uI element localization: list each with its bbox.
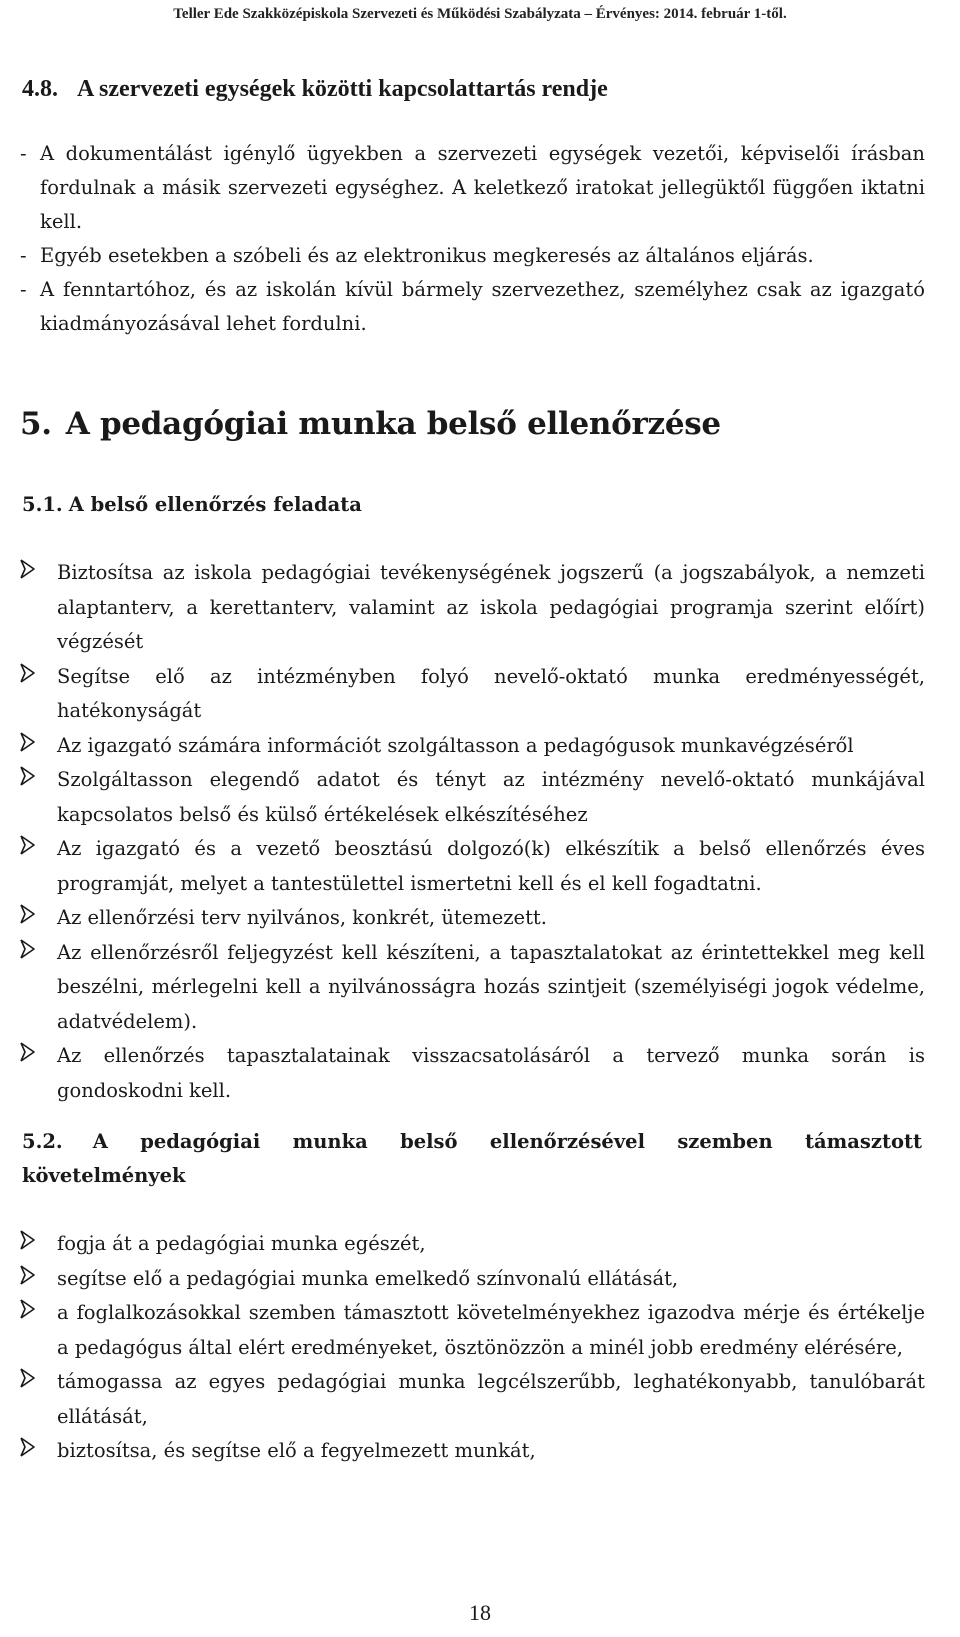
arrow-bullet-icon bbox=[20, 660, 57, 729]
arrow-bullet-icon bbox=[20, 901, 57, 936]
section-title: A pedagógiai munka belső ellenőrzésével szemben támasztott követelmények bbox=[22, 1130, 922, 1187]
chapter-number: 5. bbox=[20, 406, 52, 442]
list-item bbox=[20, 936, 925, 1040]
list-item bbox=[20, 1434, 925, 1469]
arrow-bullet-icon bbox=[20, 1039, 57, 1108]
arrow-bullet-icon bbox=[20, 729, 57, 764]
list-item-text: Biztosítsa az iskola pedagógiai tevékenységének jogszerű (a jogszabályok, a nemzeti alaptanterv, a kerettanterv, valamint az iskola pedagógiai programja szerint előírt) végzését bbox=[57, 561, 925, 653]
arrow-bullet-icon bbox=[20, 1365, 57, 1434]
section-number: 4.8. bbox=[22, 76, 58, 102]
arrow-bullet-icon bbox=[20, 1296, 57, 1365]
chapter-heading-5 bbox=[20, 406, 721, 442]
list-item bbox=[20, 660, 925, 729]
page-number: 18 bbox=[469, 1600, 491, 1625]
list-item bbox=[20, 1227, 925, 1262]
list-item-text: Az ellenőrzésről feljegyzést kell készíteni, a tapasztalatokat az érintettekkel meg kell beszélni, mérlegelni kell a nyilvánosságra hozás szintjeit (személyiségi jogok védelme, adatvédelem). bbox=[57, 940, 925, 1033]
list-item-text: Az igazgató számára információt szolgáltasson a pedagógusok munkavégzéséről bbox=[57, 733, 854, 757]
list-item bbox=[20, 556, 925, 660]
dash-list bbox=[20, 137, 925, 341]
section-number: 5.2. bbox=[22, 1130, 63, 1153]
section-title: A szervezeti egységek közötti kapcsolattartás rendje bbox=[77, 76, 608, 102]
list-item-text: Egyéb esetekben a szóbeli és az elektronikus megkeresés az általános eljárás. bbox=[40, 244, 814, 267]
list-item-text: a foglalkozásokkal szemben támasztott követelményekhez igazodva mérje és értékelje a pedagógus által elért eredményeket, ösztönözzön a minél jobb eredmény elérésére, bbox=[57, 1301, 925, 1359]
dash-marker: - bbox=[20, 244, 27, 267]
arrow-bullet-icon bbox=[20, 1262, 57, 1297]
list-item-text: Az igazgató és a vezető beosztású dolgozó(k) elkészítik a belső ellenőrzés éves programját, melyet a tantestülettel ismertetni kell és el kell fogadtatni. bbox=[57, 837, 925, 895]
section-heading-5-1 bbox=[22, 493, 362, 516]
arrow-list-5-1 bbox=[20, 556, 925, 1108]
section-title: A belső ellenőrzés feladata bbox=[68, 493, 362, 516]
list-item-text: A fenntartóhoz, és az iskolán kívül bármely szervezethez, személyhez csak az igazgató kiadmányozásával lehet fordulni. bbox=[40, 278, 925, 335]
list-item bbox=[20, 1296, 925, 1365]
list-item-text: Szolgáltasson elegendő adatot és tényt az intézmény nevelő-oktató munkájával kapcsolatos belső és külső értékelések elkészítéséhez bbox=[57, 768, 925, 826]
list-item bbox=[20, 832, 925, 901]
chapter-title: A pedagógiai munka belső ellenőrzése bbox=[65, 406, 721, 442]
list-item bbox=[20, 1365, 925, 1434]
arrow-bullet-icon bbox=[20, 556, 57, 660]
list-item-text: Az ellenőrzési terv nyilvános, konkrét, ütemezett. bbox=[57, 906, 547, 929]
list-item bbox=[20, 1039, 925, 1108]
arrow-bullet-icon bbox=[20, 1434, 57, 1469]
arrow-bullet-icon bbox=[20, 763, 57, 832]
arrow-list-5-2 bbox=[20, 1227, 925, 1469]
list-item-text: Az ellenőrzés tapasztalatainak visszacsatolásáról a tervező munka során is gondoskodni kell. bbox=[57, 1044, 925, 1102]
arrow-bullet-icon bbox=[20, 936, 57, 1040]
arrow-bullet-icon bbox=[20, 832, 57, 901]
dash-marker: - bbox=[20, 142, 27, 165]
list-item-text: támogassa az egyes pedagógiai munka legcélszerűbb, leghatékonyabb, tanulóbarát ellátását, bbox=[57, 1370, 925, 1428]
dash-marker: - bbox=[20, 278, 27, 301]
list-item bbox=[20, 273, 925, 341]
list-item-text: Segítse elő az intézményben folyó nevelő-oktató munka eredményességét, hatékonyságát bbox=[57, 664, 925, 722]
list-item bbox=[20, 901, 925, 936]
running-header: Teller Ede Szakközépiskola Szervezeti és Működési Szabályzata – Érvényes: 2014. február 1-től. bbox=[173, 6, 787, 22]
section-heading-5-2 bbox=[22, 1125, 922, 1193]
list-item-text: biztosítsa, és segítse elő a fegyelmezett munkát, bbox=[57, 1439, 536, 1462]
list-item-text: A dokumentálást igénylő ügyekben a szervezeti egységek vezetői, képviselői írásban fordulnak a másik szervezeti egységhez. A keletkező iratokat jellegüktől függően iktatni kell. bbox=[40, 142, 925, 233]
list-item bbox=[20, 239, 925, 273]
list-item bbox=[20, 729, 925, 764]
list-item bbox=[20, 137, 925, 239]
section-number: 5.1. bbox=[22, 493, 63, 516]
list-item bbox=[20, 1262, 925, 1297]
list-item-text: fogja át a pedagógiai munka egészét, bbox=[57, 1232, 426, 1255]
arrow-bullet-icon bbox=[20, 1227, 57, 1262]
list-item bbox=[20, 763, 925, 832]
list-item-text: segítse elő a pedagógiai munka emelkedő színvonalú ellátását, bbox=[57, 1266, 679, 1290]
section-heading-4-8 bbox=[22, 76, 608, 103]
